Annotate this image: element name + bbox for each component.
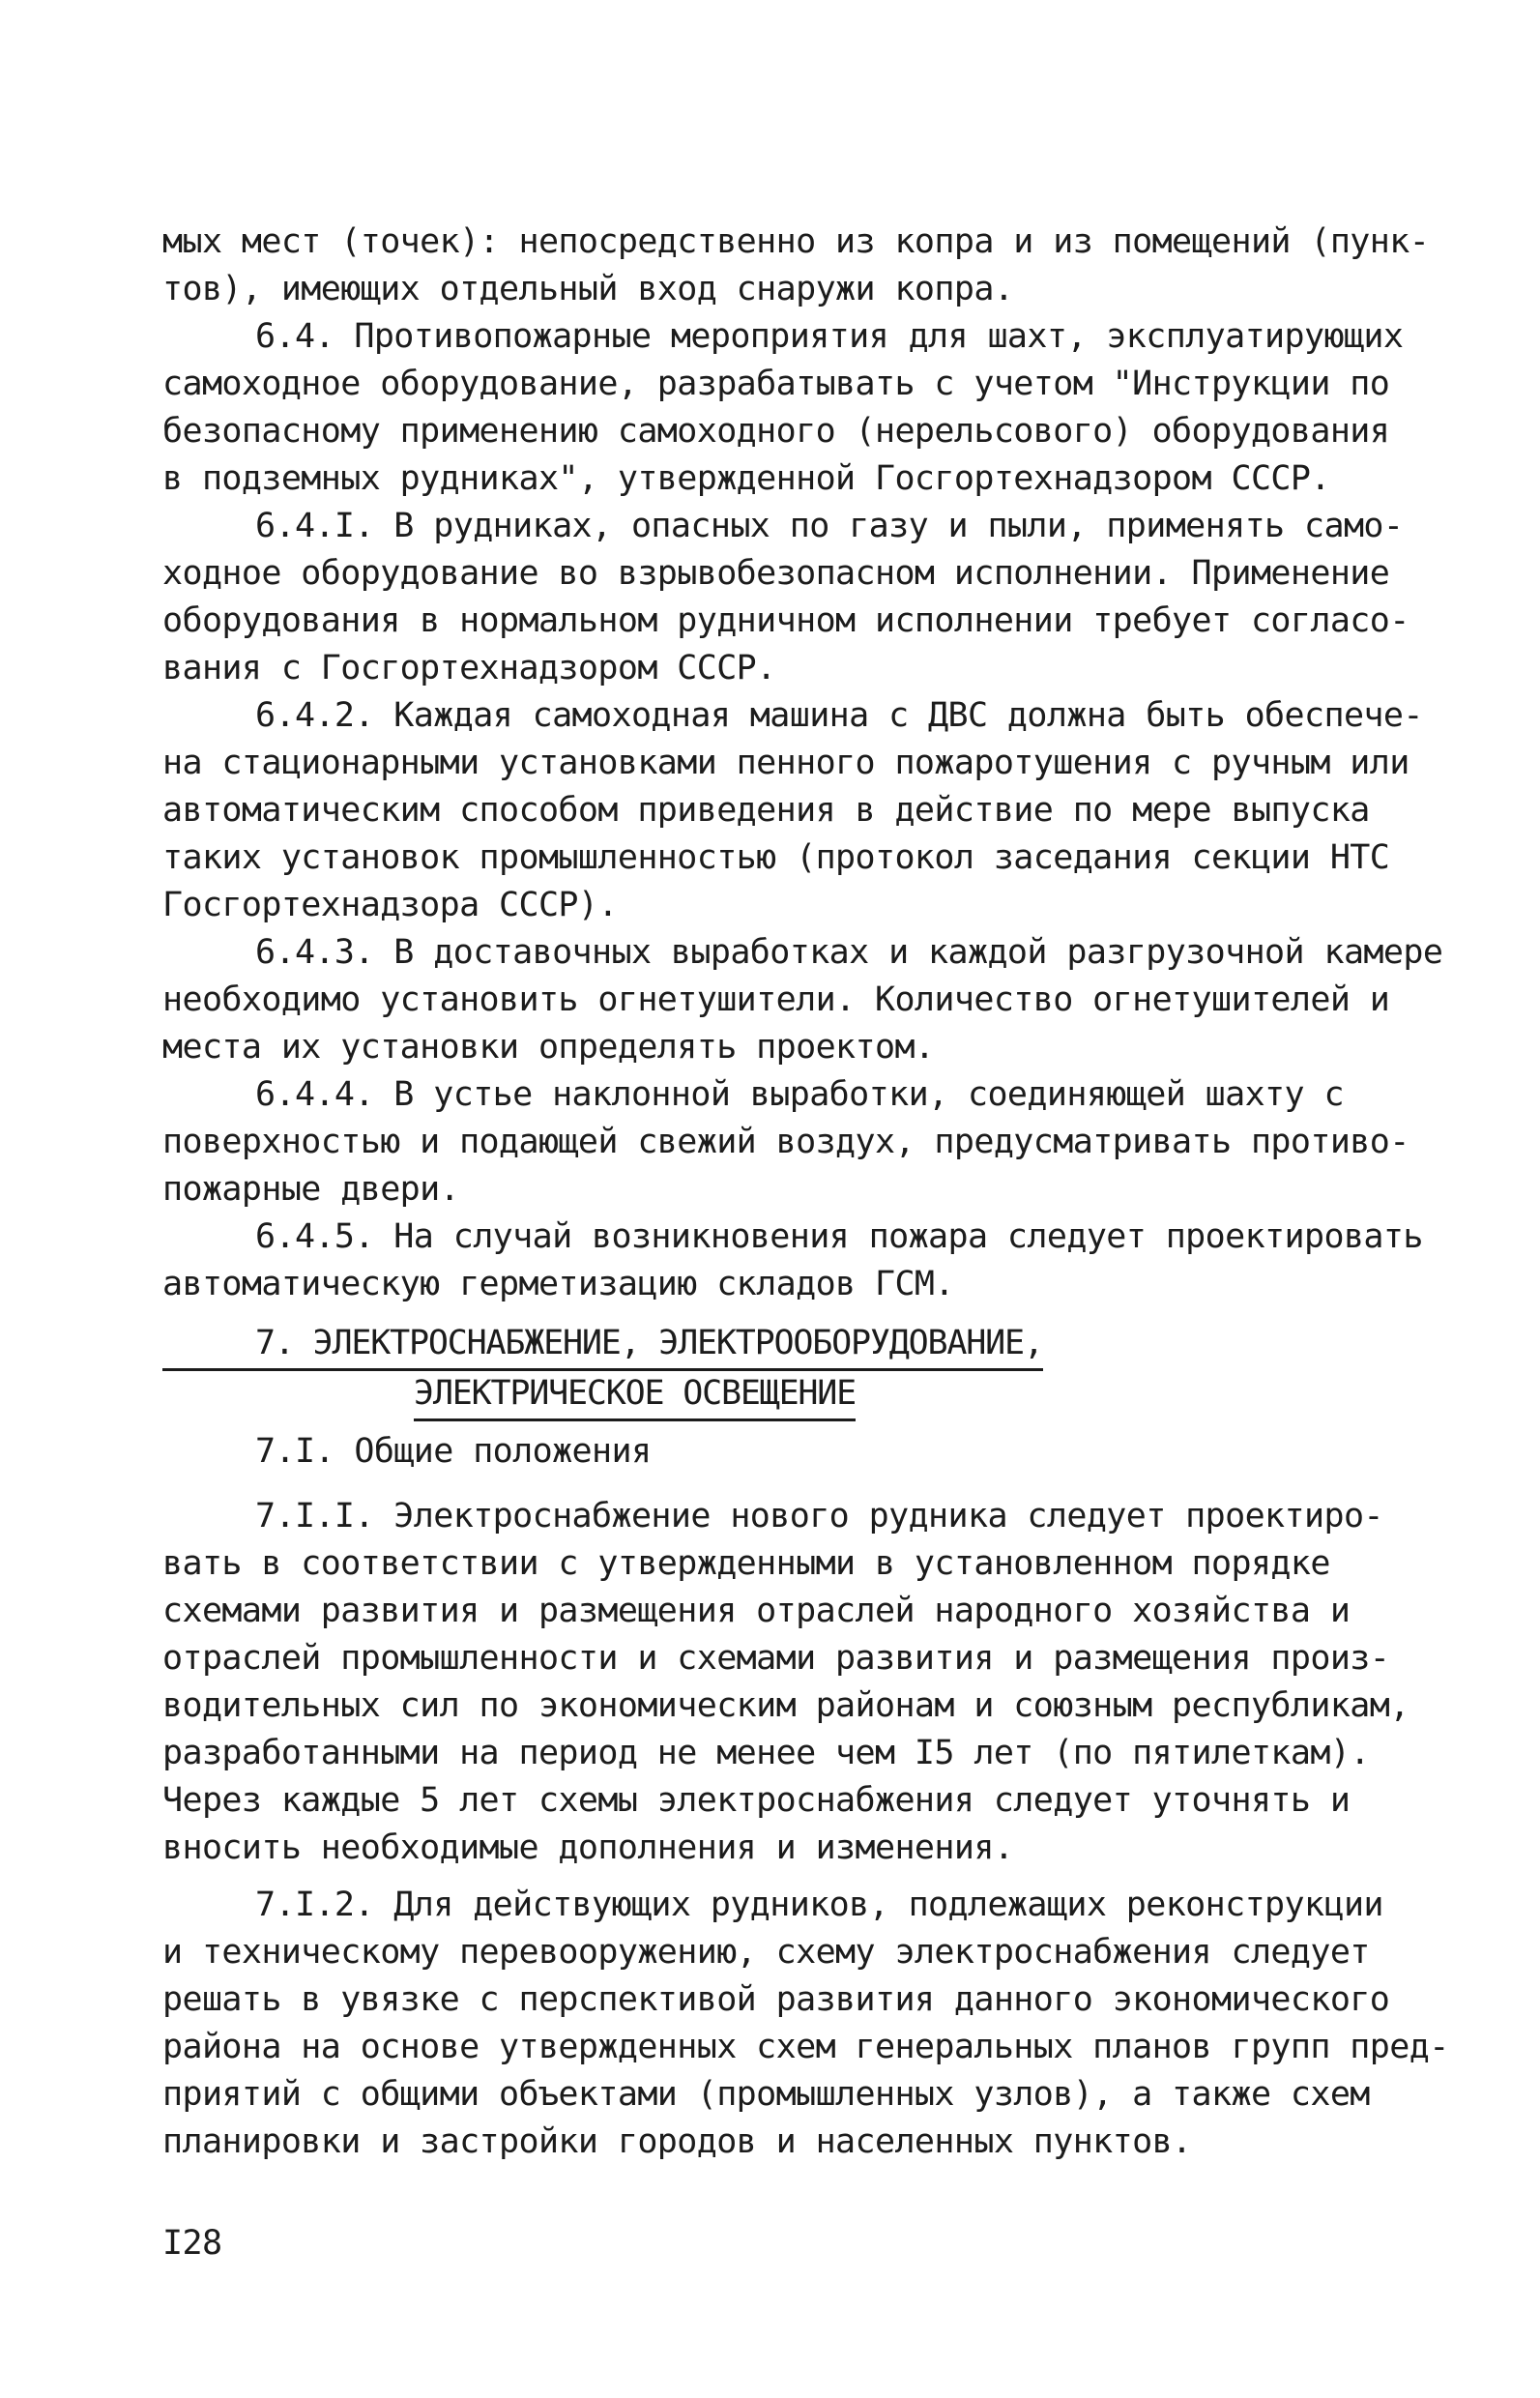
paragraph-6-4-1-first-line: 6.4.I. В рудниках, опасных по газу и пыли, применять само- [255, 507, 1404, 545]
paragraph-7-1-2-first-line: 7.I.2. Для действующих рудников, подлежащих реконструкции [255, 1886, 1383, 1924]
paragraph-6-4-4-first-line: 6.4.4. В устье наклонной выработки, соединяющей шахту с [255, 1075, 1344, 1114]
text-line: поверхностью и подающей свежий воздух, предусматривать противо- [162, 1123, 1409, 1161]
section-7-title-line-2: ЭЛЕКТРИЧЕСКОЕ ОСВЕЩЕНИЕ [414, 1368, 856, 1421]
subsection-7-1-title: 7.I. Общие положения [255, 1432, 652, 1471]
text-line: тов), имеющих отдельный вход снаружи копра. [162, 270, 1014, 308]
text-line: района на основе утвержденных схем генеральных планов групп пред- [162, 2028, 1449, 2066]
text-line: самоходное оборудование, разрабатывать с учетом "Инструкции по [162, 365, 1390, 403]
paragraph-6-4-5-first-line: 6.4.5. На случай возникновения пожара следует проектировать [255, 1217, 1423, 1256]
text-line: ходное оборудование во взрывобезопасном исполнении. Применение [162, 554, 1390, 593]
text-line: вать в соответствии с утвержденными в установленном порядке [162, 1544, 1330, 1583]
text-line: отраслей промышленности и схемами развития и размещения произ- [162, 1639, 1390, 1678]
text-line: и техническому перевооружению, схему электроснабжения следует [162, 1933, 1370, 1972]
text-line: оборудования в нормальном рудничном исполнении требует согласо- [162, 601, 1409, 640]
text-line: автоматическую герметизацию складов ГСМ. [162, 1265, 954, 1303]
text-line: мых мест (точек): непосредственно из копра и из помещений (пунк- [162, 222, 1430, 261]
text-line: необходимо установить огнетушители. Количество огнетушителей и [162, 980, 1390, 1019]
text-line: автоматическим способом приведения в действие по мере выпуска [162, 791, 1370, 830]
text-line: таких установок промышленностью (протокол заседания секции НТС [162, 838, 1390, 877]
paragraph-6-4-3-first-line: 6.4.3. В доставочных выработках и каждой разгрузочной камере [255, 933, 1443, 972]
section-7-heading-second-row [162, 1368, 1448, 1418]
text-line: планировки и застройки городов и населенных пунктов. [162, 2122, 1192, 2161]
section-7-title-line-1: 7. ЭЛЕКТРОСНАБЖЕНИЕ, ЭЛЕКТРООБОРУДОВАНИЕ, [162, 1318, 1043, 1371]
text-line: приятий с общими объектами (промышленных узлов), а также схем [162, 2075, 1370, 2114]
text-line: в подземных рудниках", утвержденной Госгортехнадзором СССР. [162, 459, 1330, 498]
text-line: на стационарными установками пенного пожаротушения с ручным или [162, 744, 1409, 782]
text-line: разработанными на период не менее чем I5 лет (по пятилеткам). [162, 1734, 1370, 1772]
page-number: I28 [162, 2224, 222, 2263]
text-line: водительных сил по экономическим районам и союзным республикам, [162, 1686, 1409, 1725]
paragraph-6-4-2-first-line: 6.4.2. Каждая самоходная машина с ДВС должна быть обеспече- [255, 696, 1423, 735]
paragraph-7-1-1-first-line: 7.I.I. Электроснабжение нового рудника следует проектиро- [255, 1497, 1383, 1535]
text-line: решать в увязке с перспективой развития данного экономического [162, 1980, 1390, 2019]
text-line: вания с Госгортехнадзором СССР. [162, 649, 776, 687]
section-7-heading [162, 1318, 1448, 1368]
paragraph-6-4-first-line: 6.4. Противопожарные мероприятия для шахт, эксплуатирующих [255, 317, 1404, 356]
text-line: Госгортехнадзора СССР). [162, 886, 618, 924]
text-line: вносить необходимые дополнения и изменения. [162, 1828, 1014, 1867]
body-text [162, 219, 1448, 2166]
text-line: схемами развития и размещения отраслей народного хозяйства и [162, 1592, 1351, 1630]
text-line: пожарные двери. [162, 1170, 460, 1209]
text-line: Через каждые 5 лет схемы электроснабжения следует уточнять и [162, 1781, 1351, 1820]
text-line: безопасному применению самоходного (нерельсового) оборудования [162, 412, 1390, 451]
text-line: места их установки определять проектом. [162, 1028, 935, 1067]
